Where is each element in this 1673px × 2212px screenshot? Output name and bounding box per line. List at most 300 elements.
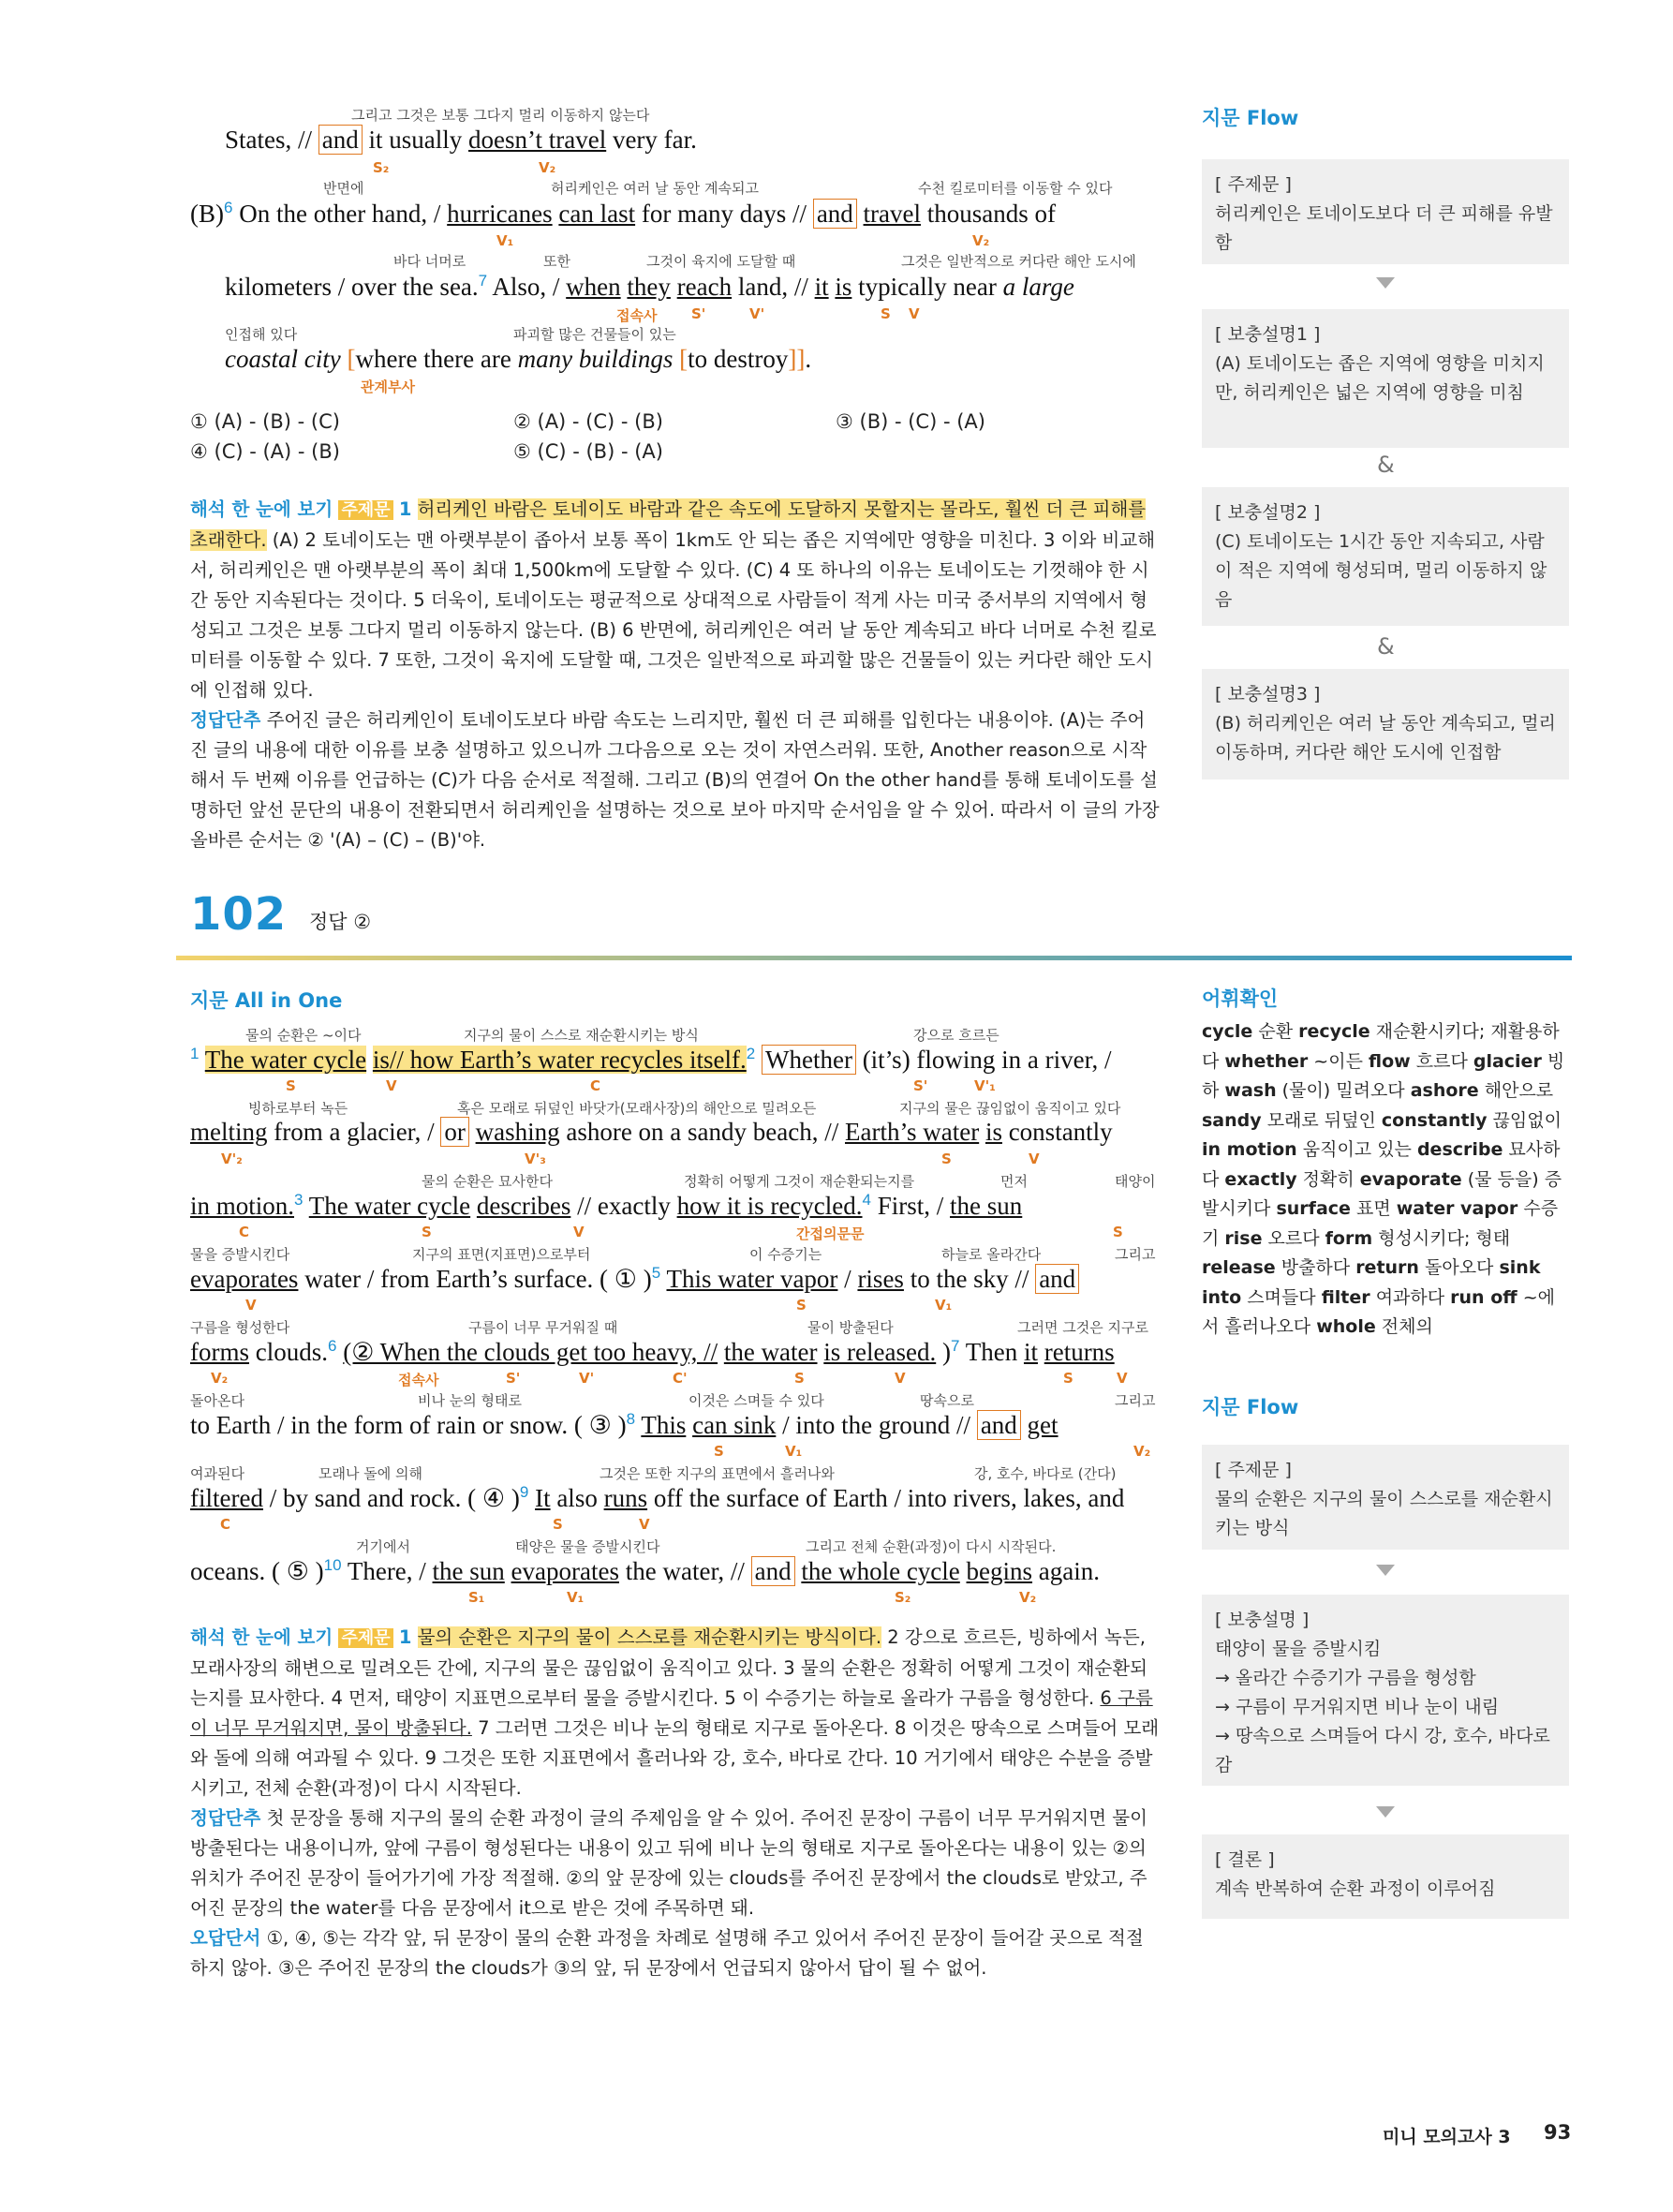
topic-badge: 주제문 [338,1628,392,1648]
text: // exactly [577,1192,671,1220]
gloss: 지구의 물이 스스로 재순환시키는 방식 [464,1027,699,1044]
wrong-answer-heading: 오답단서 [190,1927,261,1949]
vocab-word: in motion [1202,1139,1297,1160]
vocab-word: whole [1316,1316,1376,1337]
tag: V'₃ [525,1151,546,1167]
vocab-word: evaporate [1359,1168,1462,1190]
translation-text: 7 그러면 그것은 비나 눈의 형태로 지구로 돌아온다. 8 이것은 땅속으로 스며들어 모래와 돌에 의해 여과될 수 있다. 9 그것은 또한 지표면에서 흘러나와 강, 호수, 바다로 간다. 10 거기에서 태양은 수분을 증발시키고, 전체 순환(과정)이 다시 시작된다. [190,1717,1160,1799]
text: clouds. [255,1338,328,1366]
gloss: 돌아온다 [190,1392,244,1409]
verb-underline: travel [863,200,922,228]
tag: V [245,1297,257,1314]
vocab-meaning: 빙하 [1202,1050,1565,1101]
text: where there are [355,345,511,373]
gloss: 인접해 있다 [225,326,298,343]
text: also [556,1484,598,1512]
subject-underline: It [535,1484,551,1512]
vocab-word: sink into [1202,1257,1541,1308]
vocab-meaning: 재순환시키다; 재활용하다 [1202,1021,1560,1072]
sentence-number: 2 [746,1045,756,1062]
gloss: 하늘로 올라간다 [941,1246,1042,1263]
option-2: ② (A) - (C) - (B) [513,410,663,433]
vocab-word: sandy [1202,1109,1262,1131]
topic-sentence: 허리케인 바람은 토네이도 바람과 같은 속도에 도달하지 못할지는 몰라도, 훨씬 더 큰 피해를 초래한다. [190,498,1147,551]
text: oceans. ( ⑤ ) [190,1557,324,1585]
conjunction-box: or [440,1117,469,1147]
sentence-number: 4 [862,1191,871,1209]
box-heading: [ 결론 ] [1215,1849,1275,1870]
text: thousands of [926,200,1057,228]
option-1: ① (A) - (B) - (C) [190,410,340,433]
tag: S [553,1516,563,1533]
verb-underline: describes [476,1192,571,1220]
subject-underline: it [1023,1338,1038,1366]
vocab-meaning: 모래로 뒤덮인 [1266,1109,1376,1131]
tag: S₂ [895,1589,911,1606]
answer-text: 주어진 글은 허리케인이 토네이도보다 바람 속도는 느리지만, 훨씬 더 큰 피해를 입힌다는 내용이야. (A)는 주어진 글의 내용에 대한 이유를 보충 설명하고 있으니까 그다음으로 오는 것이 자연스러워. 또한, Another reason으로 시작해서 두 번째 이유를 언급하는 (C)가 다음 순서로 적절해. 그리고 (B)의 연결어 On the other hand를 통해 토네이도를 설명하던 앞선 문단의 내용이 전환되면서 허리케인을 설명하는 것으로 보아 마지막 순서임을 알 수 있어. 따라서 이 글의 가장 올바른 순서는 ② '(A) – (C) – (B)'야. [190,709,1160,851]
arrow-down-icon [1376,1565,1395,1576]
vocab-meaning: 오르다 [1267,1227,1320,1249]
box-heading: [ 주제문 ] [1215,1460,1292,1480]
sentence-number: 6 [224,199,233,216]
text: to the sky // [910,1265,1029,1293]
tag: C [239,1224,250,1240]
gloss: 바다 너머로 [393,253,466,270]
flow-box-conclusion [1202,1834,1569,1919]
flow-box-support1 [1202,309,1569,448]
gloss: 그리고 [1115,1246,1156,1263]
vocab-meaning: 흐르다 [1415,1050,1468,1072]
gloss: 물의 순환은 묘사한다 [422,1173,553,1190]
gloss: 수천 킬로미터를 이동할 수 있다 [918,180,1113,197]
topic-badge: 주제문 [338,500,392,520]
tag: S [714,1443,724,1460]
vocab-word: flow [1368,1050,1411,1072]
gloss: 물의 순환은 ~이다 [245,1027,362,1044]
text: (it’s) flowing in a river, / [862,1046,1112,1074]
box-heading: [ 보충설명1 ] [1215,324,1321,345]
tag: S [794,1370,805,1387]
text: from a glacier, / [274,1118,435,1146]
flow-box-topic [1202,1445,1569,1550]
tag: V₁ [935,1297,953,1314]
vocab-word: constantly [1381,1109,1488,1131]
vocab-word: ashore [1410,1080,1479,1101]
passage-line [190,1191,1022,1221]
translation-text: (A) 2 토네이도는 맨 아랫부분이 좁아서 보통 폭이 1km도 안 되는 좁은 지역에만 영향을 미친다. 3 이와 비교해서, 허리케인은 맨 아랫부분의 폭이 최대 1,500km에 도달할 수 있다. (C) 4 또 하나의 이유는 토네이도는 기껏해야 한 시간 동안 지속된다는 것이다. 5 더욱이, 토네이도는 평균적으로 상대적으로 사람들이 적게 사는 미국 중서부의 지역에서 형성되고 그것은 보통 그다지 멀리 이동하지 않는다. (B) 6 반면에, 허리케인은 여러 날 동안 계속되고 바다 너머로 수천 킬로미터를 이동할 수 있다. 7 또한, 그것이 육지에 도달할 때, 그것은 일반적으로 파괴할 많은 건물들이 있는 커다란 해안 도시에 인접해 있다. [190,529,1157,701]
verb-underline: runs [603,1484,648,1512]
tag: S [796,1297,807,1314]
conjunction-box: and [318,125,363,155]
gloss: 물을 증발시킨다 [190,1246,290,1263]
sentence-number: 5 [651,1264,661,1282]
passage-line [190,199,1056,229]
gloss: 파괴할 많은 건물들이 있는 [513,326,676,343]
gloss: 먼저 [1000,1173,1028,1190]
tag: V [909,305,920,322]
verb-underline: forms [190,1338,249,1366]
gloss: 허리케인은 여러 날 동안 계속되고 [551,180,759,197]
arrow-down-icon [1376,1806,1395,1818]
tag: V₂ [539,159,556,176]
passage-line [190,1045,1112,1075]
vocab-meaning: 정확히 [1302,1168,1355,1190]
tag: V'₁ [974,1077,996,1094]
text: coastal city [225,345,341,373]
passage-line [190,1483,1124,1513]
gloss: 여과된다 [190,1465,244,1482]
vocab-meaning: ~에서 흘러나오다 [1202,1286,1555,1337]
conjunction-box: Whether [762,1045,856,1075]
gloss: 강, 호수, 바다로 (간다) [974,1465,1117,1482]
gloss: 태양이 [1115,1173,1156,1190]
verb-underline: is [985,1118,1002,1146]
verb-underline: washing [475,1118,560,1146]
verb-underline: is [372,1046,390,1074]
flow-box-support2 [1202,487,1569,626]
flow-box-support3 [1202,669,1569,779]
tag: V [895,1370,906,1387]
verb-underline: doesn’t travel [467,126,607,154]
text: very far. [612,126,697,154]
verb-underline: evaporates [511,1557,619,1585]
vocab-word: wash [1224,1080,1277,1101]
gloss: 태양은 물을 증발시킨다 [515,1538,660,1555]
box-heading: [ 보충설명3 ] [1215,684,1321,705]
tag: C [590,1077,601,1094]
text: / into the ground // [782,1411,971,1439]
verb-underline: can sink [692,1411,777,1439]
gloss: 또한 [543,253,570,270]
section-heading: 해석 한 눈에 보기 [190,1626,333,1648]
vocab-meaning: 방출하다 [1281,1257,1351,1278]
subject-underline: hurricanes [447,200,553,228]
gloss: 거기에서 [356,1538,410,1555]
tag: C [220,1516,231,1533]
subject-underline: This water vapor [666,1265,838,1293]
tag: S [422,1224,432,1240]
footer-book-title: 미니 모의고사 3 [1383,2127,1511,2147]
gloss: 비나 눈의 형태로 [418,1392,522,1409]
passage-line [190,1118,1113,1147]
question-number: 102 [190,888,288,941]
text: Also, / [492,273,560,301]
tag: S [881,305,891,322]
vocab-meaning: 전체의 [1381,1316,1433,1337]
answer-heading: 정답단추 [190,709,261,731]
vocab-list [1202,1017,1569,1343]
subject-underline: The water cycle [308,1192,471,1220]
paragraph-label: (B) [190,200,224,228]
tag: S' [691,305,706,322]
vocab-word: run off [1450,1286,1518,1308]
vocab-word: return [1355,1257,1419,1278]
complement-underline: in motion. [190,1192,295,1220]
lower-explanation: 해석 한 눈에 보기 주제문 1 물의 순환은 지구의 물이 스스로를 재순환시키는 방식이다. 2 강으로 흐르든, 빙하에서 녹든, 모래사장의 해변으로 밀려오든 간에, 지구의 물은 끊임없이 움직이고 있다. 3 물의 순환은 정확히 어떻게 그것이 재순환되는지를 묘사한다. 4 먼저, 태양이 지표면으로부터 물을 증발시킨다. 5 이 수증기는 하늘로 올라가 구름을 형성한다. 6 구름이 너무 무거워지면, 물이 방출된다. 7 그러면 그것은 비나 눈의 형태로 지구로 돌아온다. 8 이것은 땅속으로 스며들어 모래와 돌에 의해 여과될 수 있다. 9 그것은 또한 지표면에서 흘러나와 강, 호수, 바다로 간다. 10 거기에서 태양은 수분을 증발시키고, 전체 순환(과정)이 다시 시작된다. 정답단추 첫 문장을 통해 지구의 물의 순환 과정이 글의 주제임을 알 수 있어. 주어진 문장이 구름이 너무 무거워지면 물이 방출된다는 내용이니까, 앞에 구름이 형성된다는 내용이 있고 뒤에 비나 눈의 형태로 지구로 돌아온다는 내용이 있는 ②의 위치가 주어진 문장이 들어가기에 가장 적절해. ②의 앞 문장에 있는 clouds를 주어진 문장에서 the clouds로 받았고, 주어진 문장의 the water를 다음 문장에서 it으로 받은 것에 주목하면 돼. 오답단서 ①, ④, ⑤는 각각 앞, 뒤 문장이 물의 순환 과정을 차례로 설명해 주고 있어서 주어진 문장이 들어갈 곳으로 적절하지 않아. ③은 주어진 문장의 the clouds가 ③의 앞, 뒤 문장에서 언급되지 않아서 답이 될 수 없어. [190,1626,1160,1979]
tag: V'₂ [221,1151,243,1167]
text: ashore on a sandy beach, // [566,1118,839,1146]
text: a large [1002,273,1074,301]
text: again. [1038,1557,1101,1585]
translation-text: 2 강으로 흐르든, 빙하에서 녹든, 모래사장의 해변으로 밀려오든 간에, 지구의 물은 끊임없이 움직이고 있다. 3 물의 순환은 정확히 어떻게 그것이 재순환되는지를 묘사한다. 4 먼저, 태양이 지표면으로부터 물을 증발시킨다. 5 이 수증기는 하늘로 올라가 구름을 형성한다. [190,1626,1147,1709]
box-text: → 땅속으로 스며들어 다시 강, 호수, 바다로 감 [1215,1726,1550,1775]
vocab-title: 어휘확인 [1202,987,1279,1010]
text: / by sand and rock. ( ④ ) [269,1484,520,1512]
arrow-down-icon [1376,277,1395,289]
text: many buildings [517,345,674,373]
vocab-word: whether [1224,1050,1309,1072]
tag: 접속사 [398,1372,439,1388]
tag: V' [749,305,765,322]
tag: V [573,1224,585,1240]
verb-underline: begins [966,1557,1033,1585]
subject-underline: they [627,273,671,301]
gloss: 땅속으로 [920,1392,974,1409]
gloss: 그러면 그것은 지구로 [1017,1319,1148,1336]
verb-underline: melting [190,1118,268,1146]
verb-underline: evaporates [190,1265,299,1293]
text: kilometers / over the sea. [225,273,479,301]
vocab-word: glacier [1473,1050,1542,1072]
text: it usually [368,126,463,154]
conjunction-box: and [1035,1264,1079,1294]
vocab-meaning: 형성시키다; 형태 [1378,1227,1511,1249]
complement-underline: filtered [190,1484,263,1512]
vocab-meaning: ~이든 [1313,1050,1363,1072]
flow-title: 지문 Flow [1202,1396,1299,1418]
subject-underline: The water cycle [204,1046,367,1074]
vocab-meaning: 순환 [1258,1021,1294,1042]
gloss: 혹은 모래로 뒤덮인 바닷가(모래사장)의 해안으로 밀려오든 [457,1100,817,1117]
verb-underline: reach [676,273,733,301]
tag: S₂ [373,159,390,176]
subject-underline: the water [723,1338,818,1366]
sentence-number: 10 [323,1556,342,1574]
verb-underline: get [1027,1411,1059,1439]
tag: V [1117,1370,1128,1387]
vocab-word: surface [1276,1198,1351,1219]
box-text: (C) 토네이도는 1시간 동안 지속되고, 사람이 적은 지역에 형성되며, 멀리 이동하지 않음 [1215,531,1547,610]
gloss: 물이 방출된다 [807,1319,894,1336]
conjunction-underline: when [566,273,621,301]
sentence-number: 9 [519,1483,529,1501]
passage-line [190,1556,1100,1586]
box-text: → 올라간 수증기가 구름을 형성함 [1215,1668,1476,1688]
box-text: (A) 토네이도는 좁은 지역에 영향을 미치지만, 허리케인은 넓은 지역에 영향을 미침 [1215,353,1545,403]
vocab-word: release [1202,1257,1276,1278]
subject-underline: it [814,273,829,301]
answer-label: 정답 ② [309,911,372,933]
vocab-word: cycle [1202,1021,1253,1042]
gloss: 모래나 돌에 의해 [318,1465,422,1482]
flow-box-topic [1202,159,1569,264]
tag: V₁ [785,1443,803,1460]
passage-line [190,1410,1059,1440]
object-underline: how it is recycled. [676,1192,863,1220]
vocab-meaning: 여과하다 [1375,1286,1445,1308]
vocab-word: filter [1321,1286,1370,1308]
gloss: 빙하로부터 녹든 [248,1100,348,1117]
tag: V₁ [567,1589,585,1606]
text: to Earth / in the form of rain or snow. ( ③ ) [190,1411,627,1439]
vocab-meaning: 수증기 [1202,1198,1559,1249]
subject-underline: the whole cycle [801,1557,960,1585]
box-text: 물의 순환은 지구의 물이 스스로를 재순환시키는 방식 [1215,1489,1553,1538]
gloss: 그것은 또한 지구의 표면에서 흘러나와 [600,1465,835,1482]
text: land, // [737,273,808,301]
text: typically near [858,273,997,301]
tag: V₂ [211,1370,229,1387]
sentence-number: 8 [626,1410,636,1428]
text: ) [941,1338,951,1366]
ampersand: & [1377,452,1395,478]
tag: V' [579,1370,595,1387]
tag: V₁ [496,232,514,249]
tag: S [1063,1370,1073,1387]
option-5: ⑤ (C) - (B) - (A) [513,440,663,463]
answer-heading: 정답단추 [190,1807,261,1829]
tag: 관계부사 [361,379,415,395]
given-sentence-underline: (② When the clouds get too heavy, // [343,1338,718,1366]
text: the water, // [625,1557,745,1585]
box-text: 계속 반복하여 순환 과정이 이루어짐 [1215,1878,1496,1899]
text: There, / [347,1557,426,1585]
conjunction-box: and [751,1556,795,1586]
sentence-number: 3 [294,1191,304,1209]
answer-text: 첫 문장을 통해 지구의 물의 순환 과정이 글의 주제임을 알 수 있어. 주어진 문장이 구름이 너무 무거워지면 물이 방출된다는 내용이니까, 앞에 구름이 형성된다는 내용이 있고 뒤에 비나 눈의 형태로 지구로 돌아온다는 내용이 있는 ②의 위치가 주어진 문장이 들어가기에 가장 적절해. ②의 앞 문장에 있는 clouds를 주어진 문장에서 the clouds로 받았고, 주어진 문장의 the water를 다음 문장에서 it으로 받은 것에 주목하면 돼. [190,1807,1147,1919]
sentence-number: 7 [478,272,488,289]
ampersand: & [1377,633,1395,660]
box-heading: [ 주제문 ] [1215,174,1292,195]
tag: V₂ [1133,1443,1151,1460]
vocab-word: recycle [1298,1021,1370,1042]
vocab-word: water vapor [1396,1198,1518,1219]
wrong-answer-text: ①, ④, ⑤는 각각 앞, 뒤 문장이 물의 순환 과정을 차례로 설명해 주고 있어서 주어진 문장이 들어갈 곳으로 적절하지 않아. ③은 주어진 문장의 the clouds가 ③의 앞, 뒤 문장에서 언급되지 않아서 답이 될 수 없어. [190,1927,1144,1979]
page-number: 93 [1544,2121,1572,2144]
passage-line [190,1337,1115,1367]
tag: S [941,1151,952,1167]
complement-underline: // how Earth’s water recycles itself. [389,1046,747,1074]
tag: S₁ [468,1589,485,1606]
tag: S' [506,1370,521,1387]
vocab-word: rise [1224,1227,1263,1249]
text: First, / [877,1192,944,1220]
given-sentence-translation: 6 구름이 너무 무거워지면, 물이 방출된다. [190,1687,1153,1739]
text: / [844,1265,851,1293]
subject-underline: Earth’s water [845,1118,980,1146]
vocab-word: describe [1416,1139,1503,1160]
gloss: 구름을 형성한다 [190,1319,290,1336]
gloss: 강으로 흐르든 [913,1027,999,1044]
option-3: ③ (B) - (C) - (A) [836,410,985,433]
sentence-number: 1 [190,1045,200,1062]
subject-underline: This [641,1411,687,1439]
box-text: 허리케인은 토네이도보다 더 큰 피해를 유발함 [1215,203,1553,253]
passage-line [190,1264,1079,1294]
vocab-word: form [1325,1227,1373,1249]
tag: 간접의문문 [796,1225,865,1242]
tag: S' [913,1077,928,1094]
gloss: 그리고 전체 순환(과정)이 다시 시작된다. [806,1538,1057,1555]
flow-title: 지문 Flow [1202,107,1299,129]
tag: 접속사 [616,307,658,324]
vocab-meaning: 해안으로 [1484,1080,1554,1101]
verb-underline: rises [857,1265,904,1293]
gloss: 그것은 일반적으로 커다란 해안 도시에 [901,253,1136,270]
topic-sentence: 물의 순환은 지구의 물이 스스로를 재순환시키는 방식이다. [417,1626,882,1648]
tag: C' [673,1370,688,1387]
box-heading: [ 보충설명 ] [1215,1610,1310,1630]
tag: V [639,1516,650,1533]
verb-underline: returns [1044,1338,1115,1366]
verb-underline: is released. [823,1338,937,1366]
box-heading: [ 보충설명2 ] [1215,502,1321,523]
tag: V₂ [972,232,990,249]
verb-underline: can last [558,200,636,228]
text: off the surface of Earth / into rivers, lakes, and [653,1484,1125,1512]
vocab-word: exactly [1224,1168,1297,1190]
gloss: 구름이 너무 무거워질 때 [468,1319,618,1336]
text: for many days // [641,200,807,228]
subject-underline: the sun [950,1192,1023,1220]
sentence-number: 7 [950,1337,960,1355]
text: Then [965,1338,1018,1366]
passage-line: coastal city [where there are many buildings [to destroy]]. [225,345,812,373]
vocab-meaning: 묘사하다 [1202,1139,1561,1190]
vocab-meaning: 스며들다 [1247,1286,1316,1308]
upper-explanation: 해석 한 눈에 보기 주제문 1 허리케인 바람은 토네이도 바람과 같은 속도에 도달하지 못할지는 몰라도, 훨씬 더 큰 피해를 초래한다. (A) 2 토네이도는 맨 아랫부분이 좁아서 보통 폭이 1km도 안 되는 좁은 지역에만 영향을 미친다. 3 이와 비교해서, 허리케인은 맨 아랫부분의 폭이 최대 1,500km에 도달할 수 있다. (C) 4 또 하나의 이유는 토네이도는 기껏해야 한 시간 동안 지속된다는 것이다. 5 더욱이, 토네이도는 평균적으로 상대적으로 사람들이 적게 사는 미국 중서부의 지역에서 형성되고 그것은 보통 그다지 멀리 이동하지 않는다. (B) 6 반면에, 허리케인은 여러 날 동안 계속되고 바다 너머로 수천 킬로미터를 이동할 수 있다. 7 또한, 그것이 육지에 도달할 때, 그것은 일반적으로 파괴할 많은 건물들이 있는 커다란 해안 도시에 인접해 있다. 정답단추 주어진 글은 허리케인이 토네이도보다 바람 속도는 느리지만, 훨씬 더 큰 피해를 입힌다는 내용이야. (A)는 주어진 글의 내용에 대한 이유를 보충 설명하고 있으니까 그다음으로 오는 것이 자연스러워. 또한, Another reason으로 시작해서 두 번째 이유를 언급하는 (C)가 다음 순서로 적절해. 그리고 (B)의 연결어 On the other hand를 통해 토네이도를 설명하던 앞선 문단의 내용이 전환되면서 허리케인을 설명하는 것으로 보아 마지막 순서임을 알 수 있어. 따라서 이 글의 가장 올바른 순서는 ② '(A) – (C) – (B)'야. [190,498,1160,851]
section-heading: 해석 한 눈에 보기 [190,498,333,520]
sentence-number: 6 [328,1337,337,1355]
text: constantly [1008,1118,1113,1146]
tag: V [386,1077,397,1094]
gloss: 이 수증기는 [749,1246,822,1263]
section-divider [176,956,1572,960]
tag: S [286,1077,296,1094]
gloss: 그것이 육지에 도달할 때 [646,253,796,270]
vocab-meaning: 표면 [1355,1198,1391,1219]
verb-underline: is [835,273,852,301]
gloss: 이것은 스며들 수 있다 [688,1392,824,1409]
gloss: 지구의 물은 끊임없이 움직이고 있다 [899,1100,1121,1117]
subject-underline: the sun [432,1557,505,1585]
text: to destroy [688,345,789,373]
gloss: 지구의 표면(지표면)으로부터 [412,1246,591,1263]
tag: V₂ [1019,1589,1037,1606]
vocab-meaning: 움직이고 있는 [1302,1139,1412,1160]
passage-line [225,272,1074,302]
gloss: 반면에 [323,180,364,197]
passage-line [225,126,697,155]
conjunction-box: and [813,199,857,229]
gloss: 그리고 그것은 보통 그다지 멀리 이동하지 않는다 [351,107,650,124]
box-text: 태양이 물을 증발시킴 [1215,1639,1382,1659]
all-in-one-title: 지문 All in One [190,989,343,1012]
conjunction-box: and [977,1410,1021,1440]
text: On the other hand, / [239,200,441,228]
vocab-meaning: (물 등을) 증발시키다 [1202,1168,1562,1219]
text: water / from Earth’s surface. ( ① ) [304,1265,652,1293]
vocab-meaning: (물이) 밀려오다 [1281,1080,1405,1101]
text: States, // [225,126,312,154]
gloss: 그리고 [1115,1392,1156,1409]
vocab-meaning: 돌아오다 [1425,1257,1494,1278]
vocab-meaning: 끊임없이 [1492,1109,1562,1131]
flow-box-support [1202,1595,1569,1786]
option-4: ④ (C) - (A) - (B) [190,440,340,463]
box-text: → 구름이 무거워지면 비나 눈이 내림 [1215,1697,1500,1717]
box-text: (B) 허리케인은 여러 날 동안 계속되고, 멀리 이동하며, 커다란 해안 도시에 인접함 [1215,713,1556,763]
